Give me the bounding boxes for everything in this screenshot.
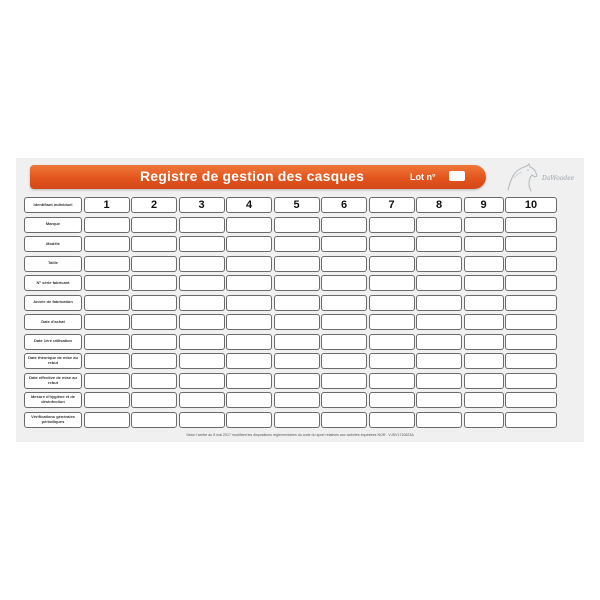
column-header: 5 — [274, 197, 320, 213]
entry-cell[interactable] — [505, 412, 557, 428]
entry-cell[interactable] — [179, 334, 225, 350]
entry-cell[interactable] — [369, 392, 415, 408]
table-row — [24, 295, 576, 311]
entry-cell[interactable] — [84, 256, 130, 272]
row-label: Modèle — [24, 236, 82, 252]
logo-text: DaWoodee — [542, 175, 575, 182]
entry-cell[interactable] — [226, 334, 272, 350]
entry-cell[interactable] — [416, 217, 462, 233]
row-label: Année de fabrication — [24, 295, 82, 311]
entry-cell[interactable] — [369, 256, 415, 272]
table-row — [24, 412, 576, 428]
entry-cell[interactable] — [131, 392, 177, 408]
entry-cell[interactable] — [84, 314, 130, 330]
entry-cell[interactable] — [464, 412, 504, 428]
entry-cell[interactable] — [274, 412, 320, 428]
entry-cell[interactable] — [226, 275, 272, 291]
entry-cell[interactable] — [226, 353, 272, 369]
table-row — [24, 256, 576, 272]
entry-cell[interactable] — [274, 373, 320, 389]
entry-cell[interactable] — [369, 295, 415, 311]
entry-cell[interactable] — [179, 275, 225, 291]
column-header: 1 — [84, 197, 130, 213]
column-header: 10 — [505, 197, 557, 213]
entry-cell[interactable] — [226, 295, 272, 311]
column-header: 8 — [416, 197, 462, 213]
table-row — [24, 275, 576, 291]
column-header: 7 — [369, 197, 415, 213]
entry-cell[interactable] — [321, 217, 367, 233]
table-row — [24, 373, 576, 389]
table-row — [24, 236, 576, 252]
entry-cell[interactable] — [321, 314, 367, 330]
header-row — [24, 197, 576, 213]
entry-cell[interactable] — [416, 275, 462, 291]
entry-cell[interactable] — [179, 256, 225, 272]
entry-cell[interactable] — [505, 217, 557, 233]
lot-number-field[interactable] — [449, 171, 465, 181]
entry-cell[interactable] — [131, 256, 177, 272]
entry-cell[interactable] — [131, 236, 177, 252]
entry-cell[interactable] — [226, 373, 272, 389]
entry-cell[interactable] — [505, 256, 557, 272]
entry-cell[interactable] — [505, 334, 557, 350]
entry-cell[interactable] — [369, 236, 415, 252]
entry-cell[interactable] — [274, 275, 320, 291]
entry-cell[interactable] — [131, 314, 177, 330]
entry-cell[interactable] — [321, 295, 367, 311]
entry-cell[interactable] — [416, 236, 462, 252]
table-row — [24, 392, 576, 408]
row-label: Date 1ère utilisation — [24, 334, 82, 350]
entry-cell[interactable] — [505, 353, 557, 369]
entry-cell[interactable] — [464, 353, 504, 369]
entry-cell[interactable] — [321, 236, 367, 252]
entry-cell[interactable] — [416, 392, 462, 408]
entry-cell[interactable] — [274, 314, 320, 330]
row-label: N° série fabricant — [24, 275, 82, 291]
entry-cell[interactable] — [416, 295, 462, 311]
entry-cell[interactable] — [84, 275, 130, 291]
entry-cell[interactable] — [226, 412, 272, 428]
entry-cell[interactable] — [369, 275, 415, 291]
entry-cell[interactable] — [226, 392, 272, 408]
entry-cell[interactable] — [464, 392, 504, 408]
row-label: Date d'achat — [24, 314, 82, 330]
column-header: 3 — [179, 197, 225, 213]
row-label: Taille — [24, 256, 82, 272]
entry-cell[interactable] — [274, 334, 320, 350]
entry-cell[interactable] — [321, 334, 367, 350]
entry-cell[interactable] — [131, 217, 177, 233]
entry-cell[interactable] — [369, 373, 415, 389]
column-header: 9 — [464, 197, 504, 213]
footnote: Selon l'arrêté du 5 mai 2017 modifiant les dispositions réglementaires du code du sport relatives aux activités équestres NOR : VJSV1710823A — [186, 433, 414, 437]
entry-cell[interactable] — [321, 353, 367, 369]
entry-cell[interactable] — [179, 373, 225, 389]
horse-head-logo — [502, 162, 580, 194]
entry-cell[interactable] — [321, 412, 367, 428]
entry-cell[interactable] — [321, 275, 367, 291]
entry-cell[interactable] — [274, 236, 320, 252]
entry-cell[interactable] — [226, 236, 272, 252]
entry-cell[interactable] — [505, 275, 557, 291]
row-label: Date théorique de mise au rebut — [24, 353, 82, 369]
entry-cell[interactable] — [369, 314, 415, 330]
entry-cell[interactable] — [84, 236, 130, 252]
register-table — [24, 197, 576, 431]
entry-cell[interactable] — [226, 256, 272, 272]
entry-cell[interactable] — [464, 373, 504, 389]
entry-cell[interactable] — [464, 295, 504, 311]
entry-cell[interactable] — [131, 334, 177, 350]
column-header: 2 — [131, 197, 177, 213]
entry-cell[interactable] — [505, 392, 557, 408]
entry-cell[interactable] — [369, 334, 415, 350]
entry-cell[interactable] — [131, 353, 177, 369]
entry-cell[interactable] — [274, 217, 320, 233]
row-label: Marque — [24, 217, 82, 233]
entry-cell[interactable] — [131, 373, 177, 389]
entry-cell[interactable] — [84, 334, 130, 350]
entry-cell[interactable] — [321, 392, 367, 408]
entry-cell[interactable] — [505, 373, 557, 389]
entry-cell[interactable] — [321, 256, 367, 272]
entry-cell[interactable] — [505, 236, 557, 252]
entry-cell[interactable] — [179, 412, 225, 428]
table-row — [24, 314, 576, 330]
entry-cell[interactable] — [131, 412, 177, 428]
row-label: Vérifications générales périodiques — [24, 412, 82, 428]
entry-cell[interactable] — [84, 412, 130, 428]
lot-label: Lot n° — [410, 172, 436, 182]
entry-cell[interactable] — [131, 295, 177, 311]
entry-cell[interactable] — [321, 373, 367, 389]
table-row — [24, 334, 576, 350]
entry-cell[interactable] — [274, 256, 320, 272]
register-sheet — [16, 158, 584, 442]
entry-cell[interactable] — [226, 314, 272, 330]
entry-cell[interactable] — [274, 295, 320, 311]
entry-cell[interactable] — [84, 353, 130, 369]
entry-cell[interactable] — [416, 412, 462, 428]
title-banner — [30, 165, 486, 189]
entry-cell[interactable] — [84, 392, 130, 408]
entry-cell[interactable] — [464, 314, 504, 330]
entry-cell[interactable] — [369, 217, 415, 233]
entry-cell[interactable] — [369, 412, 415, 428]
row-label: Date effective de mise au rebut — [24, 373, 82, 389]
entry-cell[interactable] — [179, 295, 225, 311]
entry-cell[interactable] — [505, 295, 557, 311]
entry-cell[interactable] — [274, 353, 320, 369]
table-row — [24, 353, 576, 369]
entry-cell[interactable] — [179, 236, 225, 252]
entry-cell[interactable] — [464, 256, 504, 272]
entry-cell[interactable] — [84, 295, 130, 311]
entry-cell[interactable] — [416, 314, 462, 330]
entry-cell[interactable] — [416, 353, 462, 369]
entry-cell[interactable] — [179, 392, 225, 408]
row-label: Identifiant individuel — [24, 197, 82, 213]
entry-cell[interactable] — [464, 236, 504, 252]
entry-cell[interactable] — [464, 217, 504, 233]
register-title: Registre de gestion des casques — [140, 168, 365, 184]
row-label: Mesure d'hygiène et de désinfection — [24, 392, 82, 408]
table-row — [24, 217, 576, 233]
entry-cell[interactable] — [179, 217, 225, 233]
entry-cell[interactable] — [179, 353, 225, 369]
entry-cell[interactable] — [464, 334, 504, 350]
column-header: 6 — [321, 197, 367, 213]
entry-cell[interactable] — [416, 373, 462, 389]
entry-cell[interactable] — [274, 392, 320, 408]
entry-cell[interactable] — [84, 373, 130, 389]
entry-cell[interactable] — [226, 217, 272, 233]
entry-cell[interactable] — [416, 256, 462, 272]
entry-cell[interactable] — [131, 275, 177, 291]
entry-cell[interactable] — [179, 314, 225, 330]
entry-cell[interactable] — [416, 334, 462, 350]
entry-cell[interactable] — [369, 353, 415, 369]
entry-cell[interactable] — [505, 314, 557, 330]
column-header: 4 — [226, 197, 272, 213]
entry-cell[interactable] — [84, 217, 130, 233]
entry-cell[interactable] — [464, 275, 504, 291]
